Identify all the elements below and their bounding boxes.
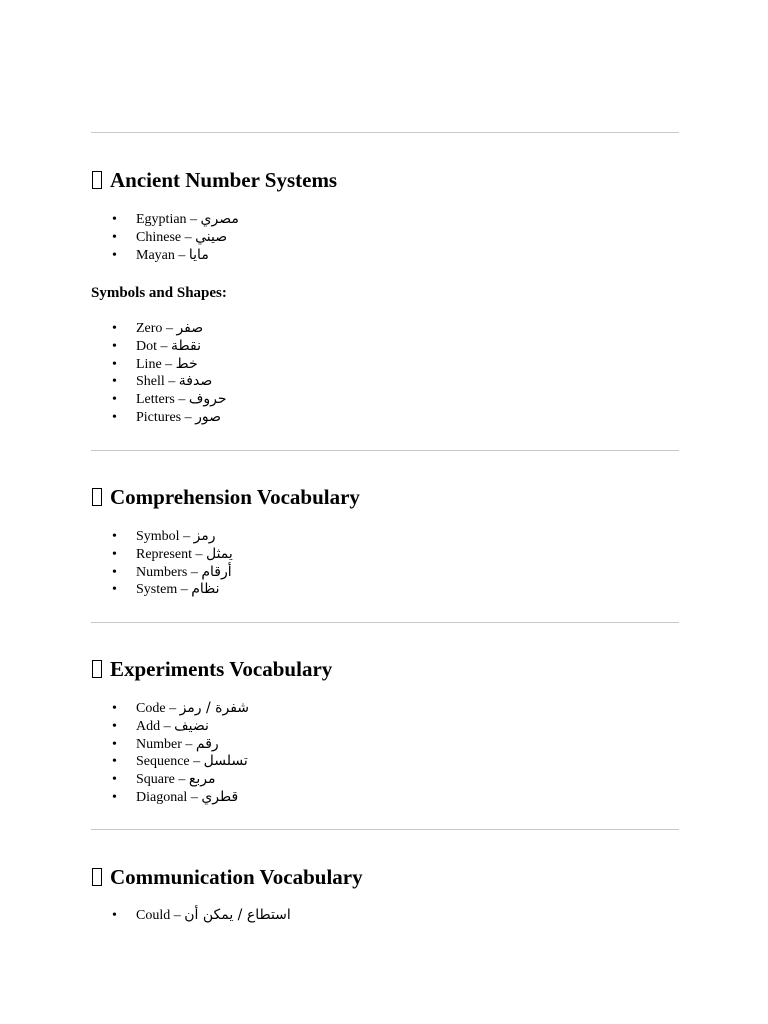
section-title: Experiments Vocabulary	[110, 657, 333, 681]
vocab-list	[91, 320, 227, 427]
bullet: •	[112, 546, 117, 562]
arabic-term: مايا	[188, 246, 209, 263]
english-term: Shell	[136, 374, 165, 390]
missing-glyph-box-icon	[92, 868, 102, 886]
bullet: •	[112, 392, 117, 408]
list-item	[91, 581, 233, 599]
separator: –	[190, 564, 198, 580]
section-heading	[91, 864, 363, 890]
english-term: Zero	[136, 321, 163, 336]
bullet: •	[112, 736, 117, 752]
separator: –	[193, 754, 201, 770]
arabic-term: استطاع / يمكن أن	[184, 907, 291, 923]
english-term: Dot	[136, 338, 157, 354]
list-item	[91, 247, 239, 265]
bullet: •	[112, 212, 117, 227]
separator: –	[160, 338, 168, 354]
arabic-term: نقطة	[171, 337, 201, 354]
separator: –	[190, 212, 198, 227]
arabic-term: صيني	[195, 228, 228, 245]
separator: –	[163, 718, 171, 734]
english-term: Square	[136, 772, 175, 788]
english-term: Numbers	[136, 564, 188, 580]
arabic-term: رقم	[195, 735, 219, 752]
english-term: Pictures	[136, 409, 182, 425]
separator: –	[178, 392, 186, 408]
bullet: •	[112, 789, 117, 805]
list-item	[91, 391, 227, 409]
english-term: Sequence	[136, 754, 190, 770]
bullet: •	[112, 582, 117, 598]
english-term: Number	[136, 736, 182, 752]
arabic-term: نظام	[191, 581, 220, 598]
list-item	[91, 356, 227, 374]
separator: –	[178, 247, 186, 263]
subheading: Symbols and Shapes:	[91, 285, 227, 301]
separator: –	[165, 356, 173, 372]
english-term: Could	[136, 908, 171, 923]
missing-glyph-box-icon	[92, 488, 102, 506]
horizontal-rule	[91, 829, 679, 830]
arabic-term: يمثل	[205, 545, 233, 562]
bullet: •	[112, 409, 117, 425]
list-item	[91, 211, 239, 229]
bullet: •	[112, 564, 117, 580]
english-term: System	[136, 582, 178, 598]
list-item	[91, 338, 227, 356]
english-term: Code	[136, 701, 166, 716]
separator: –	[168, 374, 176, 390]
horizontal-rule	[91, 132, 679, 133]
horizontal-rule	[91, 622, 679, 623]
separator: –	[169, 701, 177, 716]
section-title: Ancient Number Systems	[110, 168, 338, 192]
bullet: •	[112, 321, 117, 336]
bullet: •	[112, 754, 117, 770]
separator: –	[178, 772, 186, 788]
bullet: •	[112, 772, 117, 788]
arabic-term: صدفة	[178, 373, 213, 390]
english-term: Chinese	[136, 229, 182, 245]
arabic-term: مصري	[200, 211, 239, 227]
separator: –	[195, 546, 203, 562]
list-item	[91, 409, 227, 427]
vocab-list	[91, 528, 233, 599]
english-term: Egyptian	[136, 212, 187, 227]
english-term: Symbol	[136, 529, 180, 544]
separator: –	[183, 529, 191, 544]
arabic-term: صور	[195, 408, 221, 425]
arabic-term: تسلسل	[203, 753, 248, 770]
english-term: Mayan	[136, 247, 175, 263]
section-heading	[91, 484, 360, 510]
bullet: •	[112, 229, 117, 245]
english-term: Letters	[136, 392, 175, 408]
list-item	[91, 700, 249, 718]
list-item	[91, 907, 291, 925]
separator: –	[180, 582, 188, 598]
section-heading	[91, 167, 337, 193]
english-term: Diagonal	[136, 789, 188, 805]
horizontal-rule	[91, 450, 679, 451]
list-item	[91, 771, 249, 789]
section-title: Comprehension Vocabulary	[110, 485, 360, 509]
missing-glyph-box-icon	[92, 171, 102, 189]
bullet: •	[112, 374, 117, 390]
arabic-term: رمز	[193, 528, 216, 544]
list-item	[91, 373, 227, 391]
list-item	[91, 718, 249, 736]
arabic-term: مربع	[188, 771, 216, 788]
missing-glyph-box-icon	[92, 660, 102, 678]
bullet: •	[112, 247, 117, 263]
vocab-list	[91, 211, 239, 264]
arabic-term: أرقام	[201, 563, 232, 580]
english-term: Add	[136, 718, 161, 734]
bullet: •	[112, 718, 117, 734]
english-term: Represent	[136, 546, 192, 562]
vocab-list	[91, 907, 291, 925]
separator: –	[165, 321, 173, 336]
list-item	[91, 789, 249, 807]
separator: –	[184, 409, 192, 425]
list-item	[91, 736, 249, 754]
separator: –	[184, 229, 192, 245]
bullet: •	[112, 338, 117, 354]
separator: –	[190, 789, 198, 805]
english-term: Line	[136, 356, 162, 372]
bullet: •	[112, 356, 117, 372]
separator: –	[185, 736, 193, 752]
separator: –	[173, 908, 181, 923]
bullet: •	[112, 908, 117, 923]
list-item	[91, 546, 233, 564]
list-item	[91, 320, 227, 338]
vocab-list	[91, 700, 249, 807]
list-item	[91, 528, 233, 546]
arabic-term: خط	[175, 355, 198, 372]
section-title: Communication Vocabulary	[110, 865, 363, 889]
arabic-term: حروف	[188, 391, 227, 408]
arabic-term: نضيف	[174, 717, 209, 734]
bullet: •	[112, 701, 117, 716]
list-item	[91, 564, 233, 582]
list-item	[91, 229, 239, 247]
arabic-term: صفر	[176, 320, 204, 336]
arabic-term: شفرة / رمز	[179, 700, 250, 716]
list-item	[91, 753, 249, 771]
arabic-term: قطري	[201, 788, 239, 805]
section-heading	[91, 656, 332, 682]
bullet: •	[112, 529, 117, 544]
